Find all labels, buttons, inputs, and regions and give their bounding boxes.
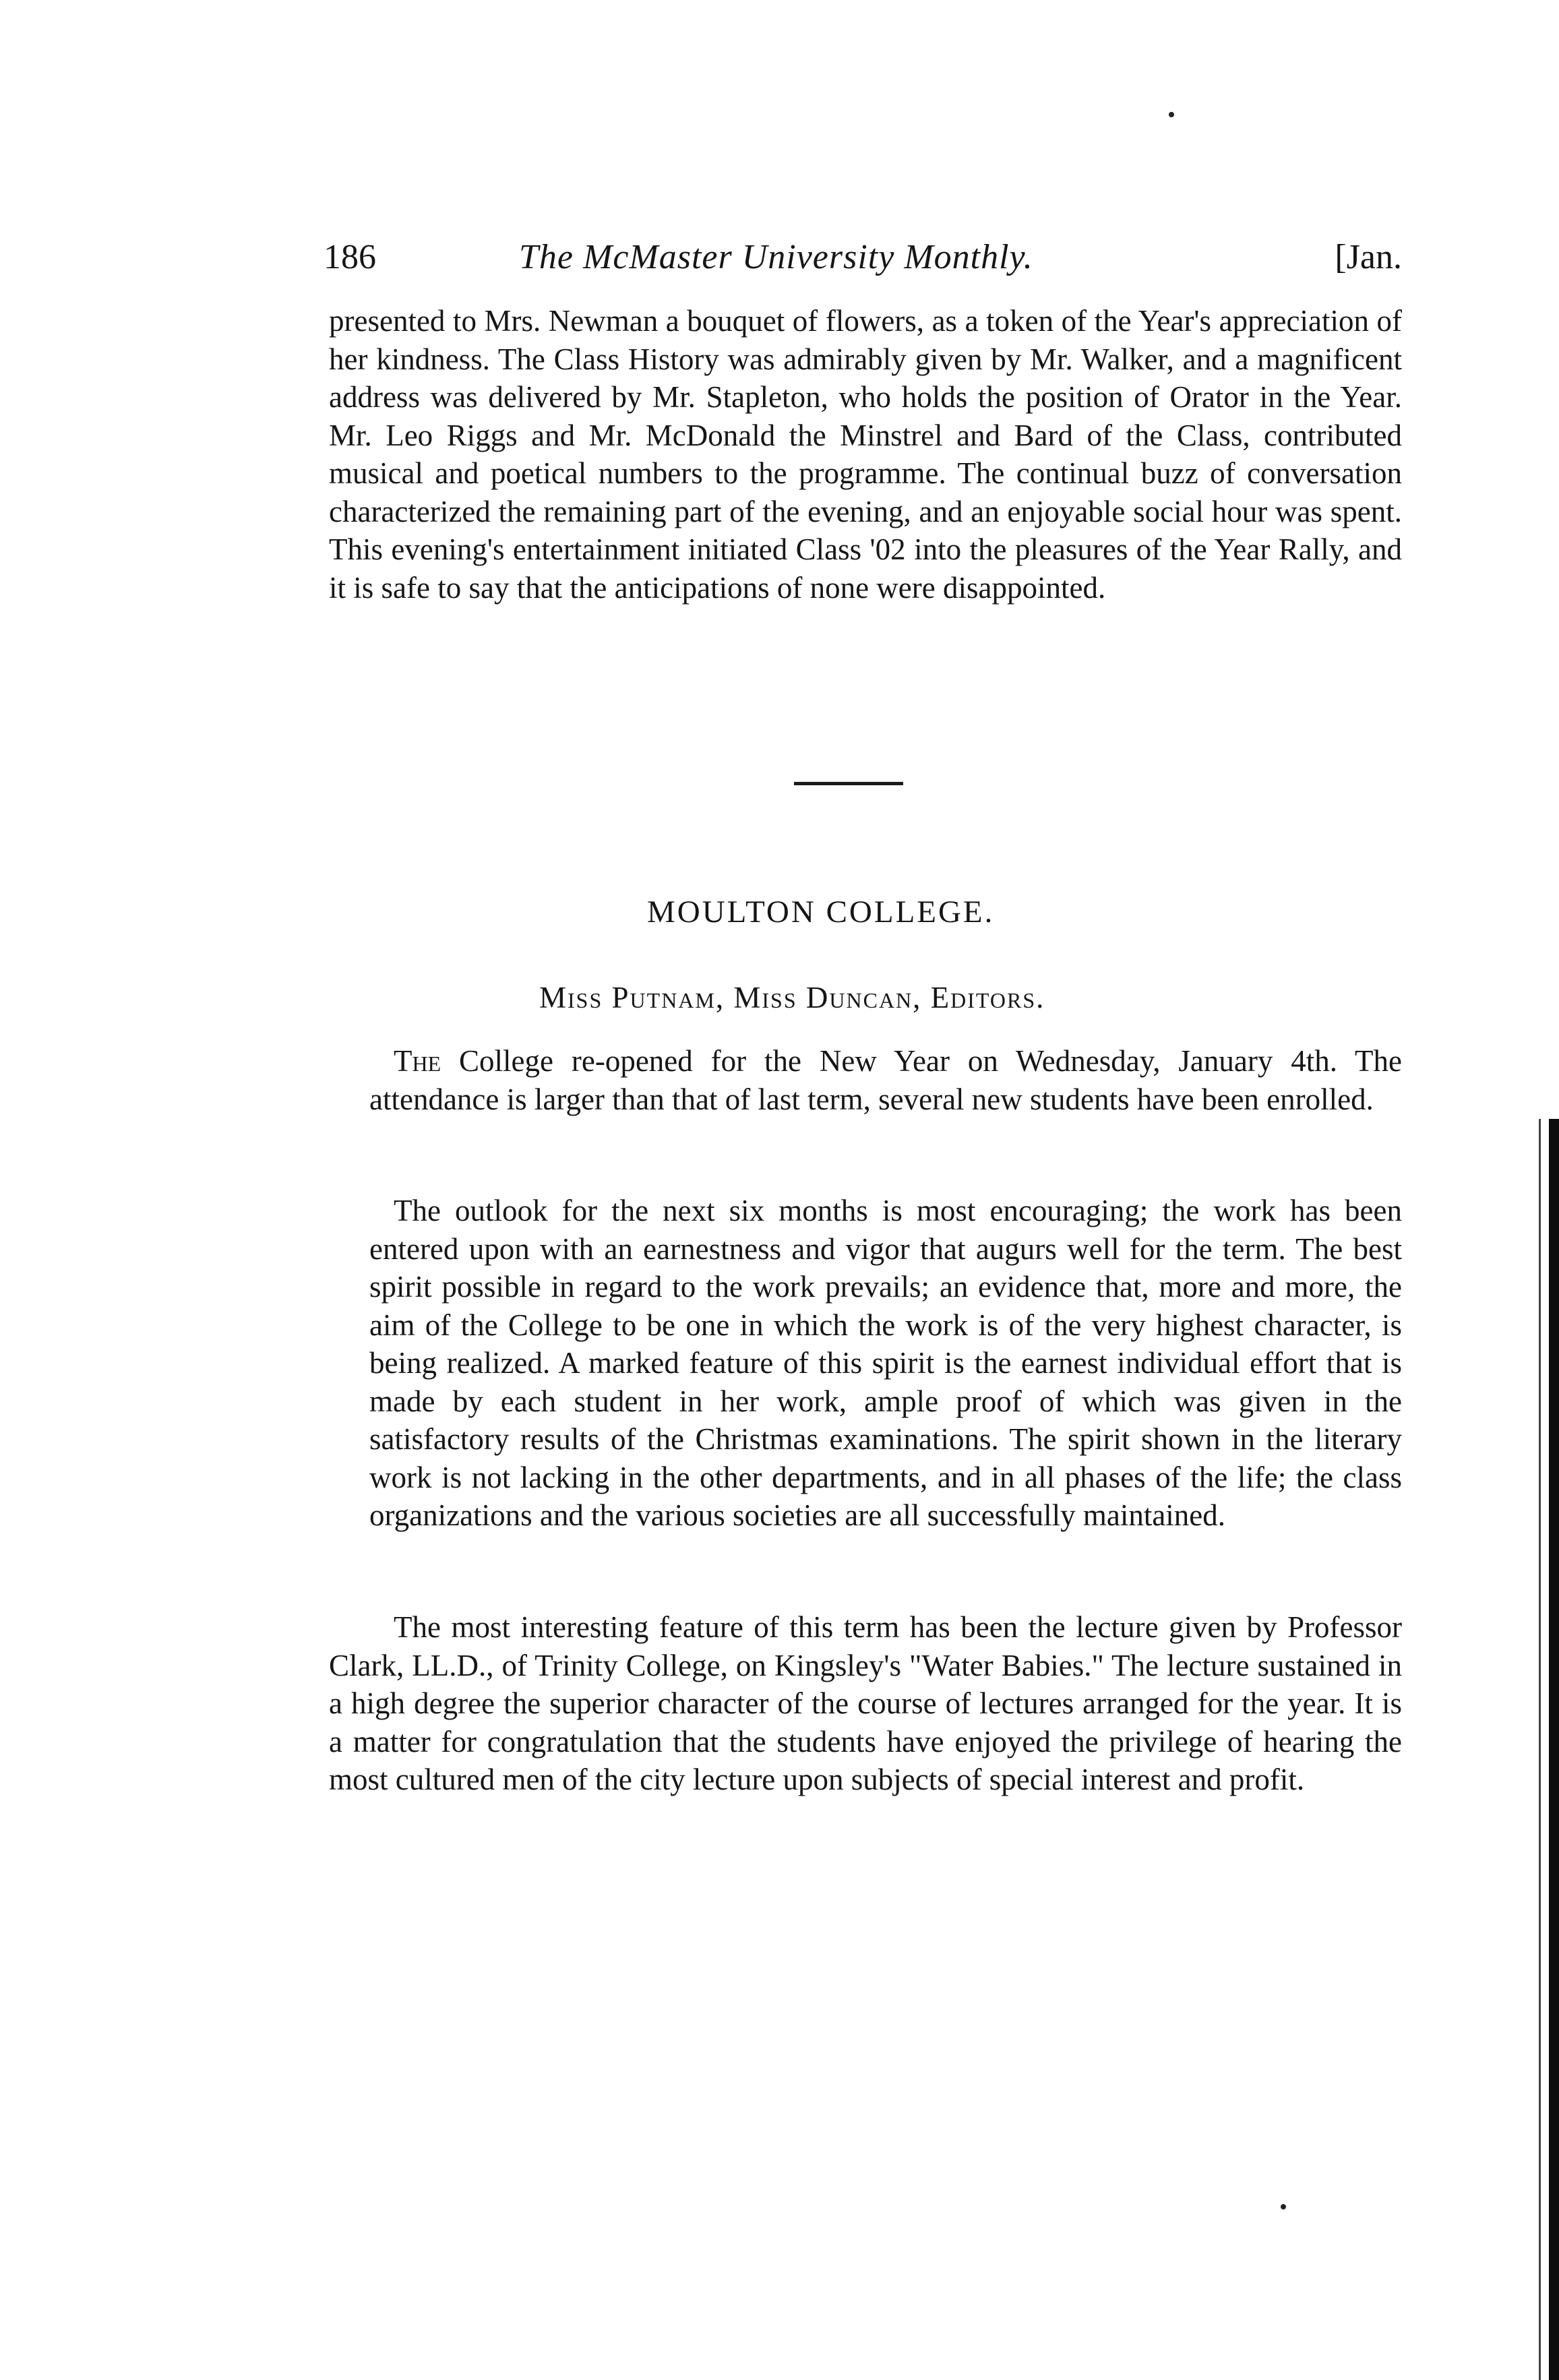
section-paragraph-2: The outlook for the next six months is most encouraging; the work has been entered upon with an earnestness and vigor that augurs well for the term. The best spirit possible in regard to the work prevails; an evidence that, more and more, the aim of the College to be one in which the work is of the very highest character, is being realized. A marked feature of this spirit is the earnest individual effort that is made by each student in her work, ample proof of which was given in the satisfactory results of the Christmas examinations. The spirit shown in the literary work is not lacking in the other departments, and in all phases of the life; the class organizations and the various societies are all successfully maintained. <box>369 1194 1402 1532</box>
editors-line: Miss Putnam, Miss Duncan, Editors. <box>539 981 1045 1014</box>
issue-month: [Jan. <box>1335 238 1402 276</box>
section-divider <box>794 782 903 785</box>
scan-speck <box>1169 112 1174 117</box>
section-title: MOULTON COLLEGE. <box>647 894 995 929</box>
section-paragraph-1 <box>369 1042 1402 1118</box>
section-paragraph-3: The most interesting feature of this term has been the lecture given by Professor Clark, LL.D., of Trinity College, on Kingsley's "Water Babies." The lecture sustained in a high degree the superior character of the course of lectures arranged for the year. It is a matter for congratulation that the students have enjoyed the privilege of hearing the most cultured men of the city lecture upon subjects of special interest and profit. <box>329 1610 1402 1796</box>
paragraph-lead-word: The <box>394 1044 441 1078</box>
scan-edge-bar <box>1549 1119 1559 2380</box>
scan-speck <box>1281 2204 1286 2209</box>
running-head <box>324 237 1402 284</box>
continued-paragraph: presented to Mrs. Newman a bouquet of flowers, as a token of the Year's appreciation of her kindness. The Class History was admirably given by Mr. Walker, and a magnificent address was delivered by Mr. Stapleton, who holds the position of Orator in the Year. Mr. Leo Riggs and Mr. McDonald the Minstrel and Bard of the Class, contributed musical and poetical numbers to the programme. The continual buzz of conversation characterized the remaining part of the evening, and an enjoyable social hour was spent. This evening's entertainment initiated Class '02 into the pleasures of the Year Rally, and it is safe to say that the anticipations of none were disappointed. <box>329 304 1402 605</box>
paragraph-1-text: College re-opened for the New Year on Wednesday, January 4th. The attendance is larger than that of last term, several new students have been enrolled. <box>369 1044 1402 1116</box>
scan-edge-line <box>1539 1119 1541 2380</box>
page-number: 186 <box>324 238 376 276</box>
journal-title: The McMaster University Monthly. <box>519 238 1033 276</box>
